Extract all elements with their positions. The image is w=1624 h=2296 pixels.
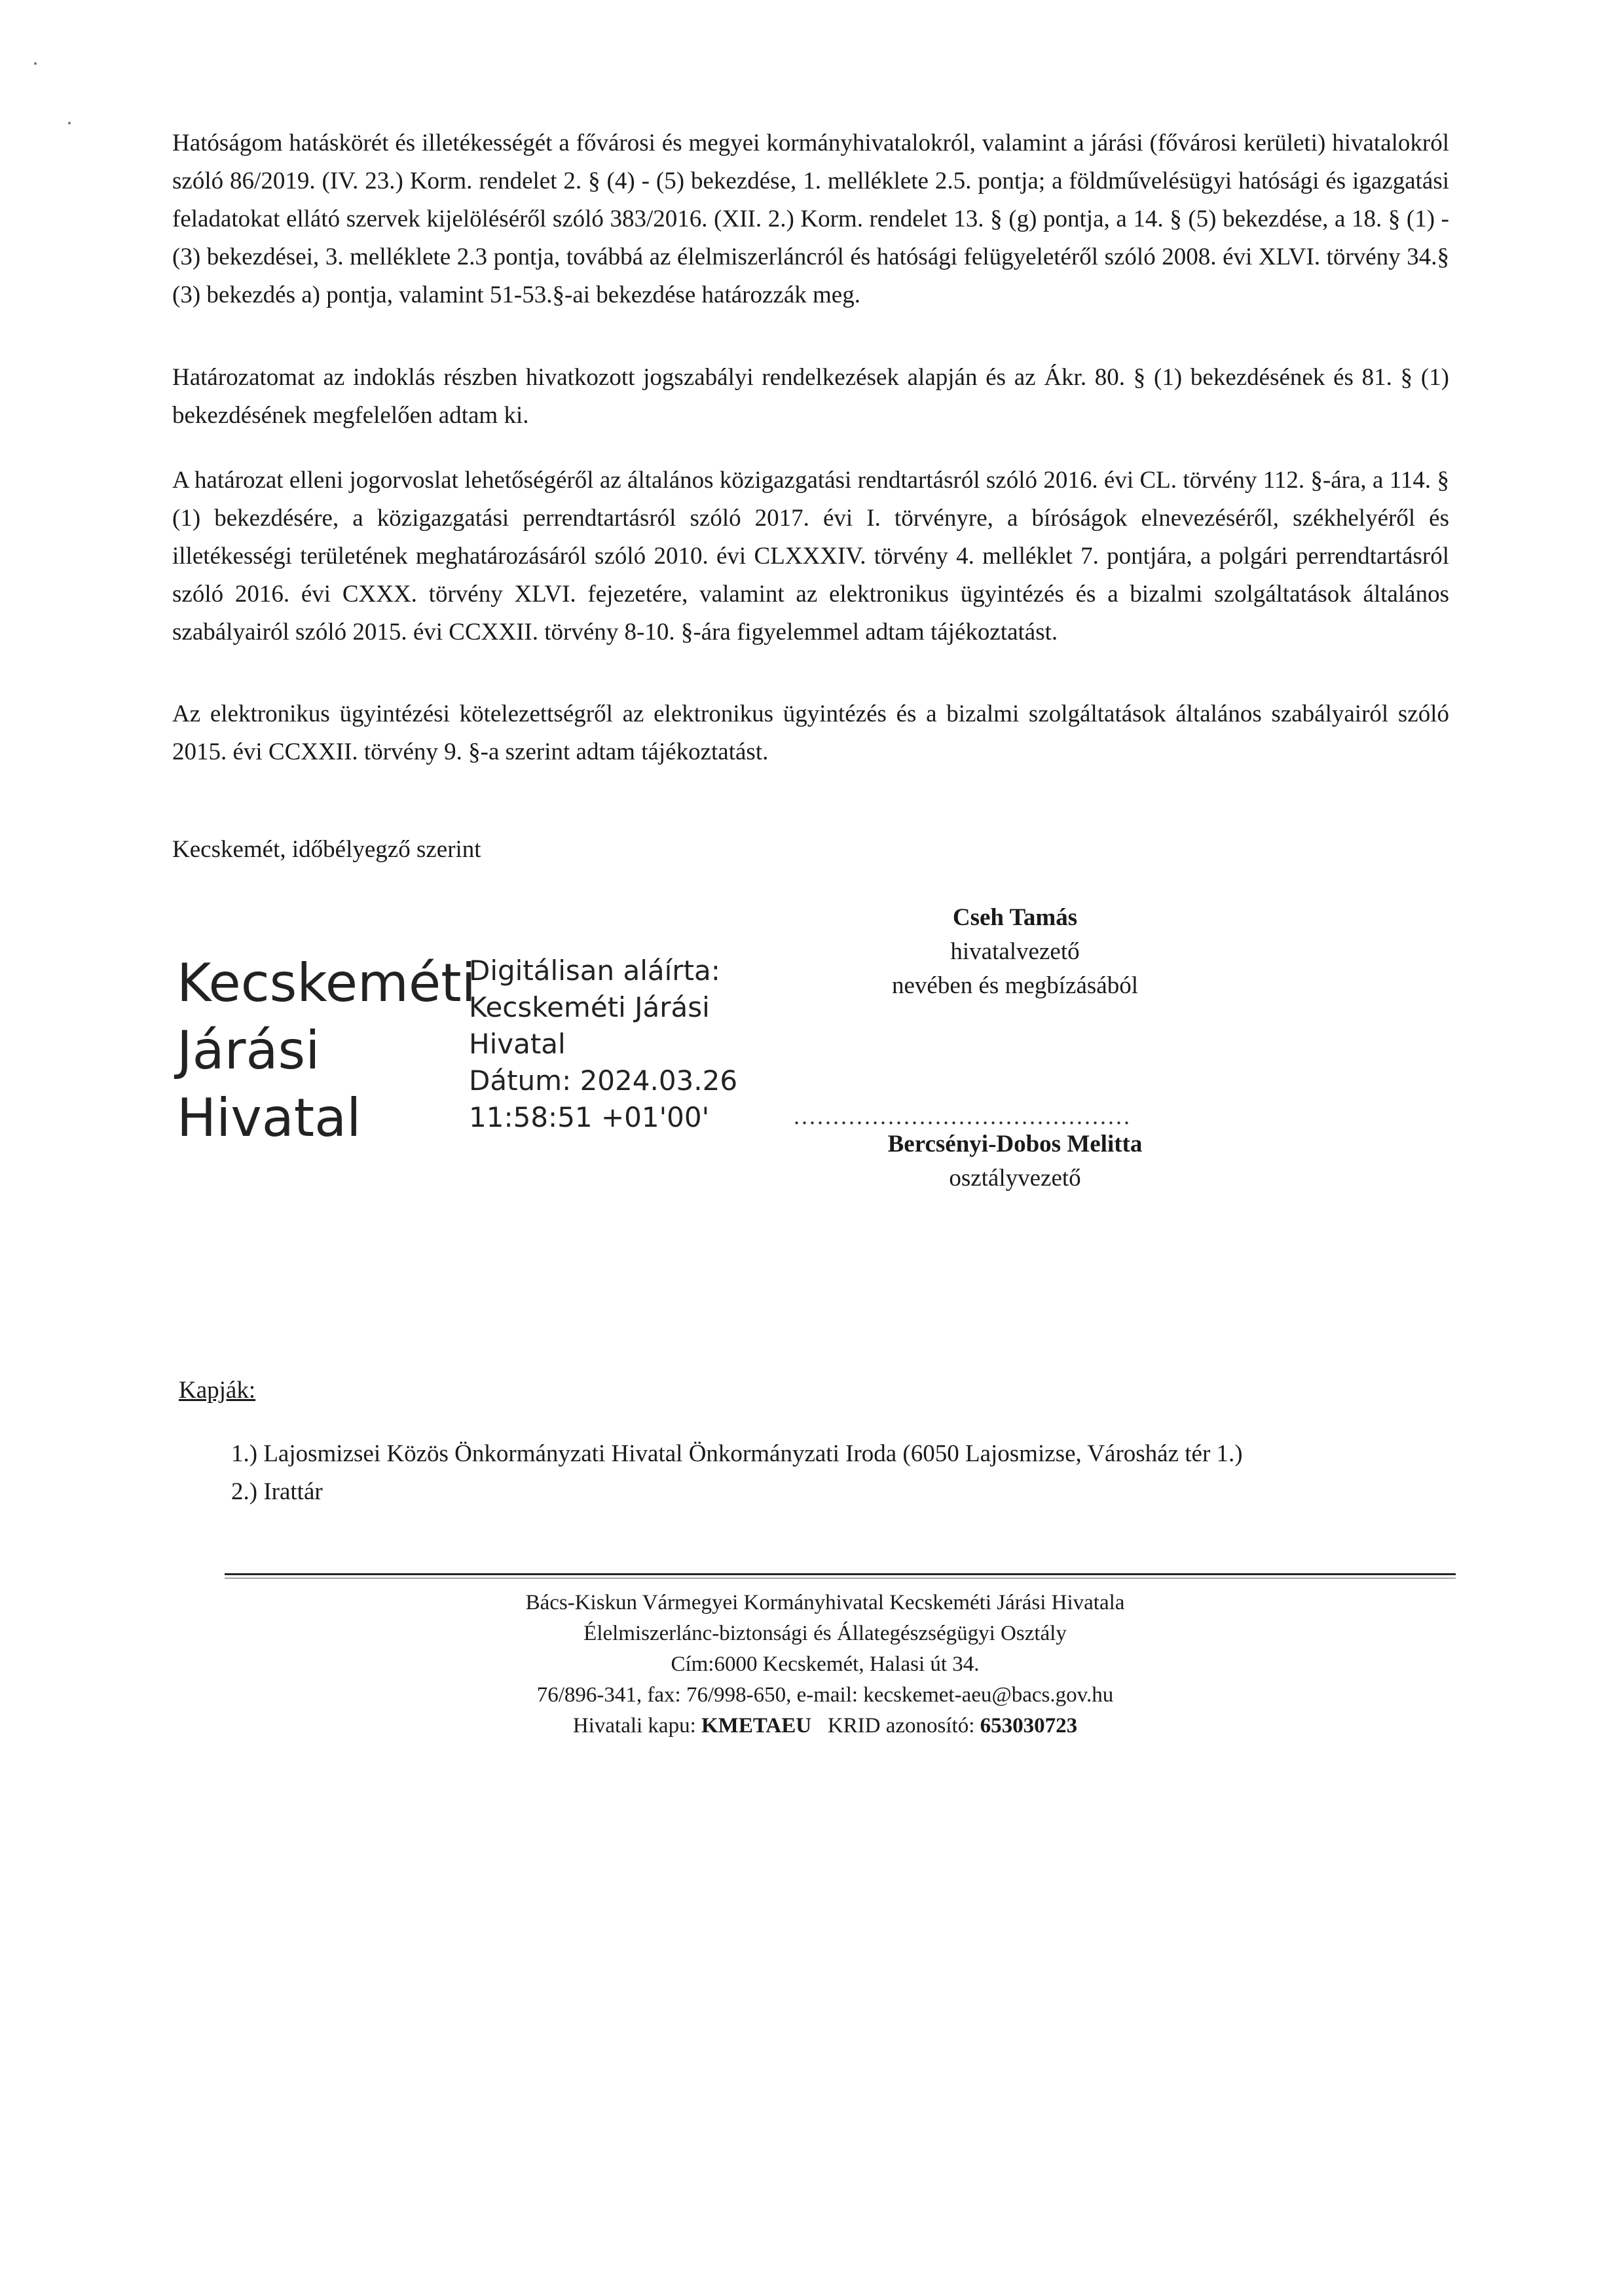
signature-dotted-line: ........................................... <box>794 1103 1132 1129</box>
deputy-block <box>805 1127 1225 1195</box>
signature-name-line: Kecskeméti <box>177 953 476 1013</box>
signature-detail-line: Kecskeméti Járási <box>469 991 710 1023</box>
footer-address: Cím:6000 Kecskemét, Halasi út 34. <box>671 1652 980 1676</box>
footer-krid-id: 653030723 <box>980 1714 1078 1738</box>
signatory-title: hivatalvezető <box>950 938 1080 965</box>
footer-kapu-id: KMETAEU <box>701 1714 812 1738</box>
signature-detail-line: Hivatal <box>469 1028 566 1060</box>
list-item: 2.) Irattár <box>231 1478 323 1505</box>
footer-kapu-label: Hivatali kapu: <box>572 1714 701 1738</box>
digital-signature-name <box>177 949 476 1152</box>
signature-name-line: Hivatal <box>177 1087 361 1148</box>
scan-speck <box>68 122 71 124</box>
footer-ids <box>341 1711 1310 1741</box>
digital-signature-details <box>469 953 737 1136</box>
signatory-block <box>805 901 1225 1003</box>
list-item: 1.) Lajosmizsei Közös Önkormányzati Hivatal Önkormányzati Iroda (6050 Lajosmizse, Városház tér 1.) <box>231 1440 1243 1467</box>
signature-detail-line: Digitálisan aláírta: <box>469 955 720 987</box>
signature-detail-line: 11:58:51 +01'00' <box>469 1101 710 1133</box>
footer-contact: 76/896-341, fax: 76/998-650, e-mail: kecskemet-aeu@bacs.gov.hu <box>536 1683 1114 1707</box>
signature-detail-line: Dátum: 2024.03.26 <box>469 1065 738 1097</box>
footer-department: Élelmiszerlánc-biztonsági és Állategészségügyi Osztály <box>583 1622 1067 1645</box>
signature-name-line: Járási <box>177 1020 320 1081</box>
footer-letterhead <box>341 1588 1310 1741</box>
paragraph-decision-basis: Határozatomat az indoklás részben hivatkozott jogszabályi rendelkezések alapján és az Ákr. 80. § (1) bekezdésének és 81. § (1) bekezdésének megfelelően adtam ki. <box>172 364 1449 429</box>
place-and-date: Kecskemét, időbélyegző szerint <box>172 836 481 863</box>
footer-office-name: Bács-Kiskun Vármegyei Kormányhivatal Kecskeméti Járási Hivatala <box>525 1591 1125 1614</box>
scan-speck <box>34 62 37 65</box>
recipients-heading: Kapják: <box>179 1377 256 1404</box>
footer-krid-label: KRID azonosító: <box>811 1714 980 1738</box>
paragraph-authority: Hatóságom hatáskörét és illetékességét a fővárosi és megyei kormányhivatalokról, valamint a járási (fővárosi kerületi) hivatalokról szóló 86/2019. (IV. 23.) Korm. rendelet 2. § (4) - (5) bekezdése, 1. melléklete 2.5. pontja; a földművelésügyi hatósági és igazgatási feladatokat ellátó szervek kijelöléséről szóló 383/2016. (XII. 2.) Korm. rendelet 13. § (g) pontja, a 14. § (5) bekezdése, a 18. § (1) - (3) bekezdései, 3. melléklete 2.3 pontja, továbbá az élelmiszerláncról és hatósági felügyeletéről szóló 2008. évi XLVI. törvény 34.§ (3) bekezdés a) pontja, valamint 51-53.§-ai bekezdése határozzák meg. <box>172 130 1449 308</box>
recipient-list <box>231 1435 1243 1511</box>
signatory-name: Cseh Tamás <box>952 904 1078 931</box>
footer-divider <box>225 1573 1456 1575</box>
paragraph-legal-remedy: A határozat elleni jogorvoslat lehetőségéről az általános közigazgatási rendtartásról szóló 2016. évi CL. törvény 112. §-ára, a 114. § (1) bekezdésére, a közigazgatási perrendtartásról szóló 2017. évi I. törvényre, a bíróságok elnevezéséről, székhelyéről és illetékességi területének meghatározásáról szóló 2010. évi CLXXXIV. törvény 4. melléklet 7. pontjára, a polgári perrendtartásról szóló 2016. évi CXXX. törvény XLVI. fejezetére, valamint az elektronikus ügyintézés és a bizalmi szolgáltatások általános szabályairól szóló 2015. évi CCXXII. törvény 8-10. §-ára figyelemmel adtam tájékoztatást. <box>172 467 1449 646</box>
signatory-on-behalf: nevében és megbízásából <box>891 972 1139 999</box>
paragraph-electronic-obligation: Az elektronikus ügyintézési kötelezettségről az elektronikus ügyintézés és a bizalmi szolgáltatások általános szabályairól szóló 2015. évi CCXXII. törvény 9. §-a szerint adtam tájékoztatást. <box>172 701 1449 765</box>
deputy-title: osztályvezető <box>949 1165 1081 1192</box>
deputy-name: Bercsényi-Dobos Melitta <box>887 1131 1143 1157</box>
